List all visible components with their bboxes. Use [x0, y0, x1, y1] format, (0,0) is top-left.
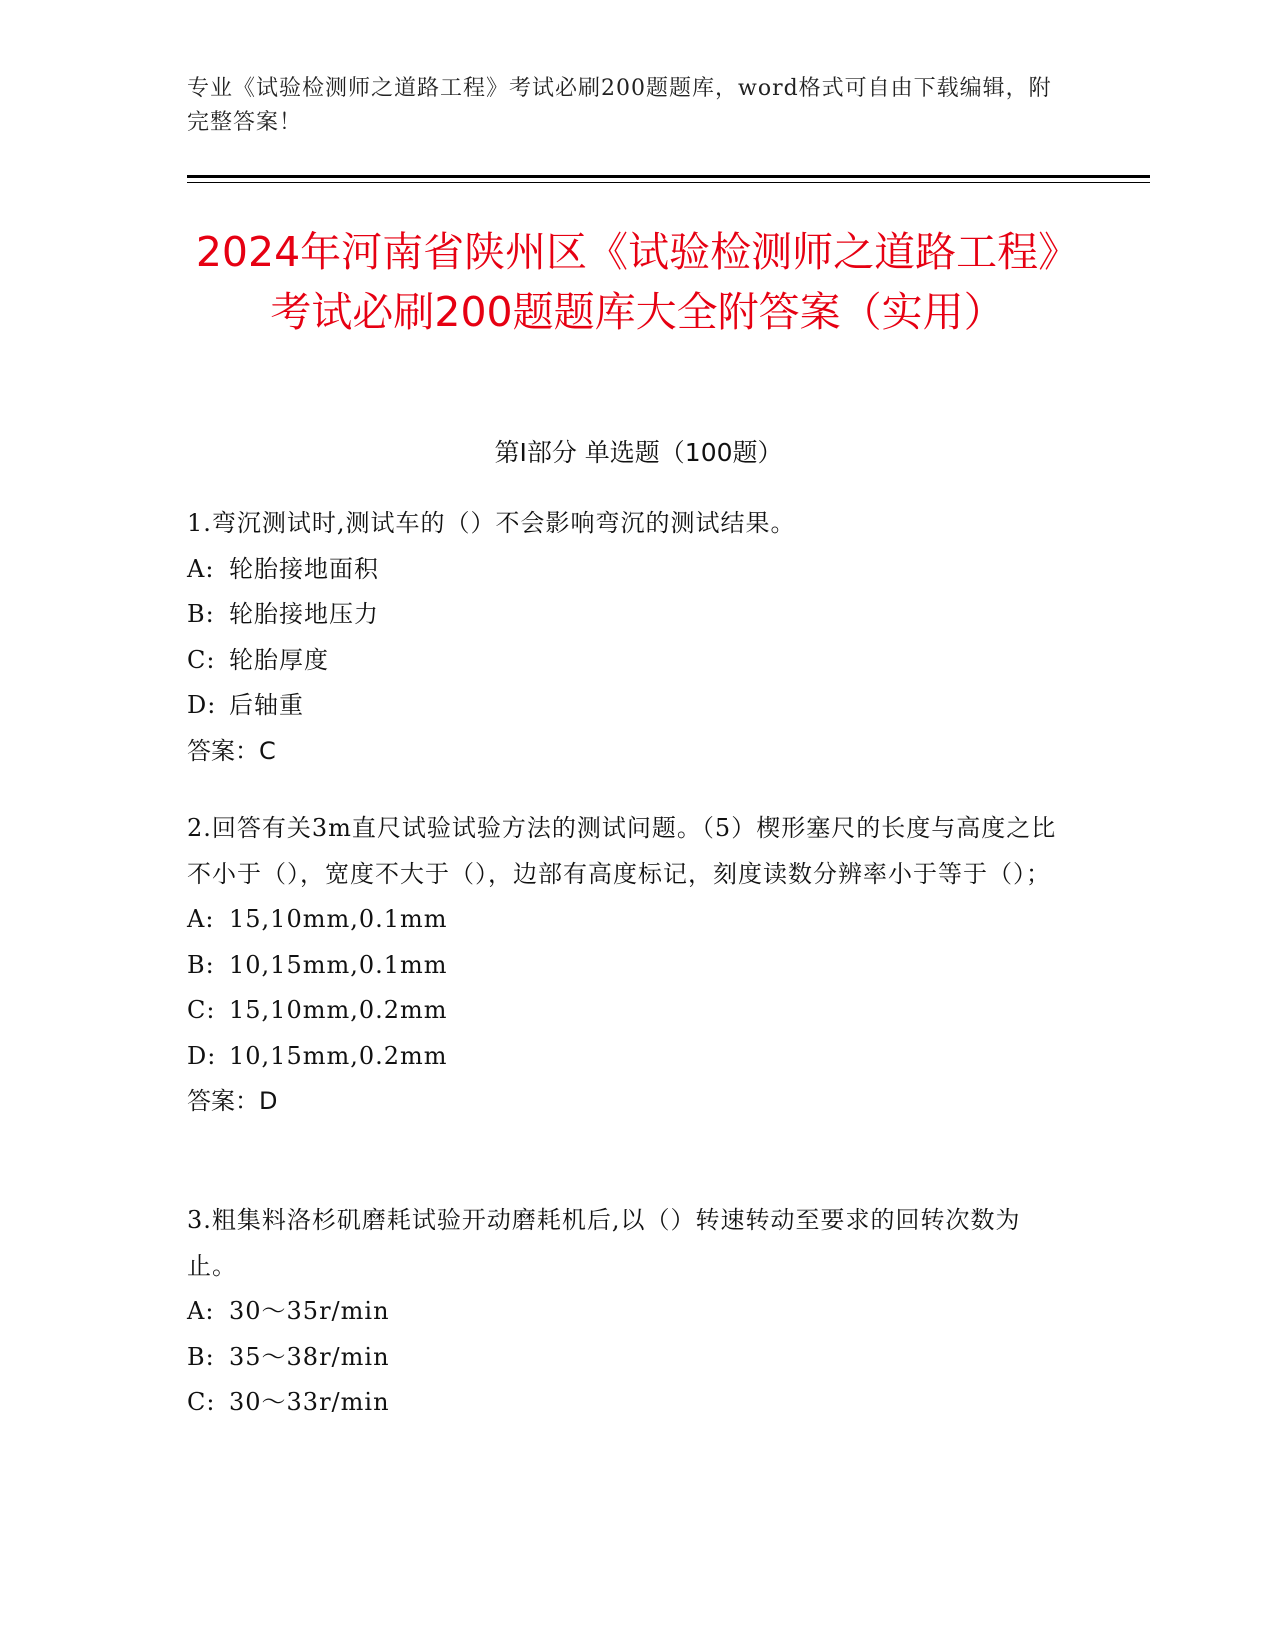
option-a — [187, 897, 1067, 943]
option-d — [187, 683, 1067, 729]
option-letter: B: — [187, 600, 215, 628]
option-letter: C: — [187, 996, 216, 1024]
option-c — [187, 988, 1067, 1034]
option-c — [187, 1380, 1067, 1426]
option-letter: B: — [187, 950, 215, 979]
option-b — [187, 1335, 1067, 1381]
option-letter: B: — [187, 1342, 215, 1371]
header-divider-thick — [187, 175, 1150, 178]
option-text: 30～35r/min — [229, 1297, 390, 1325]
document-title: 2024年河南省陕州区《试验检测师之道路工程》考试必刷200题题库大全附答案（实用） — [195, 228, 1080, 336]
question-2 — [187, 806, 1067, 1125]
option-text: 轮胎接地面积 — [229, 554, 379, 583]
question-stem: 2.回答有关3m直尺试验试验方法的测试问题。（5）楔形塞尺的长度与高度之比不小于（），宽度不大于（），边部有高度标记，刻度读数分辨率小于等于（）； — [187, 814, 1057, 888]
option-text: 轮胎接地压力 — [229, 600, 379, 628]
answer-line: 答案：D — [187, 1087, 278, 1115]
option-text: 10,15mm,0.2mm — [229, 1041, 448, 1070]
option-text: 30～33r/min — [229, 1388, 390, 1416]
header-divider-thin — [187, 182, 1150, 183]
option-letter: A: — [187, 905, 215, 933]
header-note: 专业《试验检测师之道路工程》考试必刷200题题库，word格式可自由下载编辑，附完整答案！ — [187, 76, 1052, 135]
answer-line: 答案：C — [187, 736, 276, 765]
question-3 — [187, 1198, 1067, 1426]
option-text: 10,15mm,0.1mm — [229, 950, 448, 979]
section-title: 第Ⅰ部分 单选题（100题） — [494, 438, 783, 467]
option-letter: A: — [187, 554, 215, 583]
option-letter: D: — [187, 1041, 217, 1070]
option-letter: C: — [187, 1388, 216, 1416]
option-letter: A: — [187, 1297, 215, 1325]
option-b — [187, 592, 1067, 638]
option-text: 15,10mm,0.2mm — [229, 996, 448, 1024]
question-1 — [187, 501, 1067, 774]
question-stem: 1.弯沉测试时,测试车的（）不会影响弯沉的测试结果。 — [187, 509, 796, 537]
option-letter: C: — [187, 645, 216, 674]
option-d — [187, 1034, 1067, 1080]
question-stem: 3.粗集料洛杉矶磨耗试验开动磨耗机后,以（）转速转动至要求的回转次数为止。 — [187, 1206, 1021, 1280]
option-c — [187, 638, 1067, 684]
option-a — [187, 547, 1067, 593]
option-text: 轮胎厚度 — [229, 645, 329, 674]
option-text: 15,10mm,0.1mm — [229, 905, 448, 933]
option-text: 35～38r/min — [229, 1342, 390, 1371]
option-letter: D: — [187, 691, 217, 719]
option-text: 后轴重 — [229, 691, 304, 719]
option-a — [187, 1289, 1067, 1335]
option-b — [187, 943, 1067, 989]
